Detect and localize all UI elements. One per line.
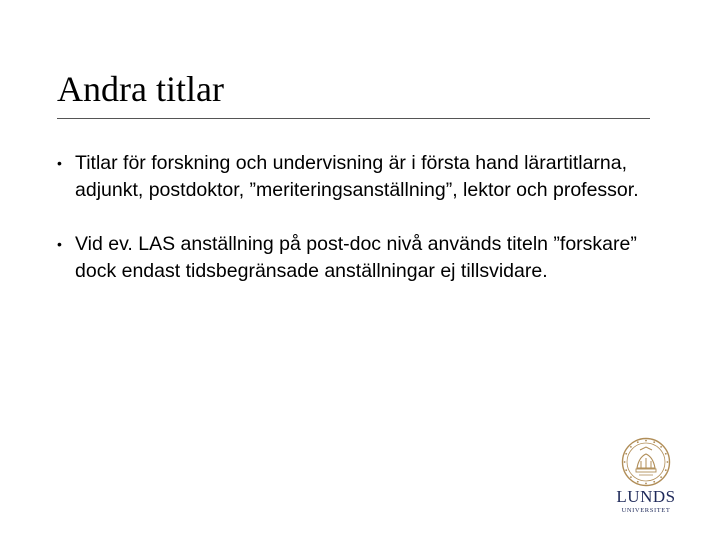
title-divider bbox=[57, 118, 650, 119]
bullet-item bbox=[57, 231, 657, 285]
slide-title: Andra titlar bbox=[57, 69, 224, 109]
bullet-list bbox=[57, 150, 657, 312]
bullet-item bbox=[57, 150, 657, 204]
logo-name: LUNDS bbox=[616, 487, 676, 506]
logo-subtitle: UNIVERSITET bbox=[621, 507, 671, 514]
lund-university-seal-icon bbox=[621, 437, 671, 487]
university-logo bbox=[610, 437, 682, 517]
bullet-marker: • bbox=[57, 155, 62, 171]
bullet-marker: • bbox=[57, 236, 62, 252]
bullet-text: Vid ev. LAS anställning på post-doc nivå används titeln ”forskare” dock endast tidsbegränsade anställningar ej tillsvidare. bbox=[75, 233, 637, 282]
bullet-text: Titlar för forskning och undervisning är i första hand lärartitlarna, adjunkt, postdoktor, ”meriteringsanställning”, lektor och professor. bbox=[75, 152, 639, 201]
